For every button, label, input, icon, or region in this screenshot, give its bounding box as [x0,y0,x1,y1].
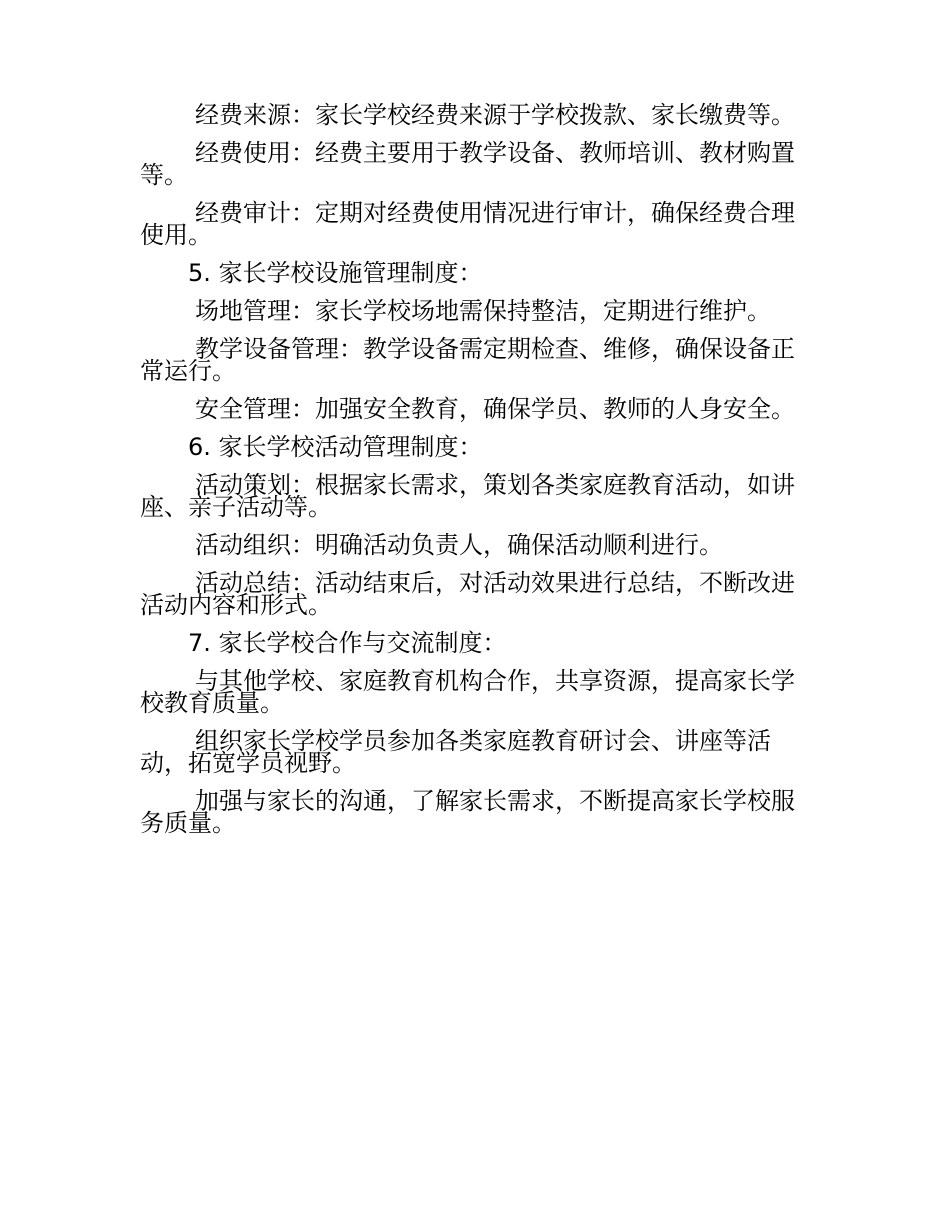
paragraph-safety-management: 安全管理：加强安全教育，确保学员、教师的人身安全。 [195,395,795,423]
paragraph-funding-use: 经费使用：经费主要用于教学设备、教师培训、教材购置等。 [140,139,795,189]
section-heading-cooperation: 7. 家长学校合作与交流制度： [188,629,507,657]
paragraph-venue-management: 场地管理：家长学校场地需保持整洁，定期进行维护。 [195,297,771,325]
section-heading-activities: 6. 家长学校活动管理制度： [188,433,483,461]
paragraph-equipment-management: 教学设备管理：教学设备需定期检查、维修，确保设备正常运行。 [140,335,795,385]
paragraph-activity-organization: 活动组织：明确活动负责人，确保活动顺利进行。 [195,531,723,559]
paragraph-seminars: 组织家长学校学员参加各类家庭教育研讨会、讲座等活动，拓宽学员视野。 [140,727,771,777]
paragraph-funding-audit: 经费审计：定期对经费使用情况进行审计，确保经费合理使用。 [140,199,795,249]
paragraph-activity-summary: 活动总结：活动结束后，对活动效果进行总结，不断改进活动内容和形式。 [140,569,795,619]
paragraph-activity-planning: 活动策划：根据家长需求，策划各类家庭教育活动，如讲座、亲子活动等。 [140,471,795,521]
document-body [140,101,800,850]
section-heading-facilities: 5. 家长学校设施管理制度： [188,259,483,287]
paragraph-funding-source: 经费来源：家长学校经费来源于学校拨款、家长缴费等。 [195,101,795,129]
paragraph-communication: 加强与家长的沟通，了解家长需求，不断提高家长学校服务质量。 [140,787,795,837]
paragraph-cooperation: 与其他学校、家庭教育机构合作，共享资源，提高家长学校教育质量。 [140,667,795,717]
